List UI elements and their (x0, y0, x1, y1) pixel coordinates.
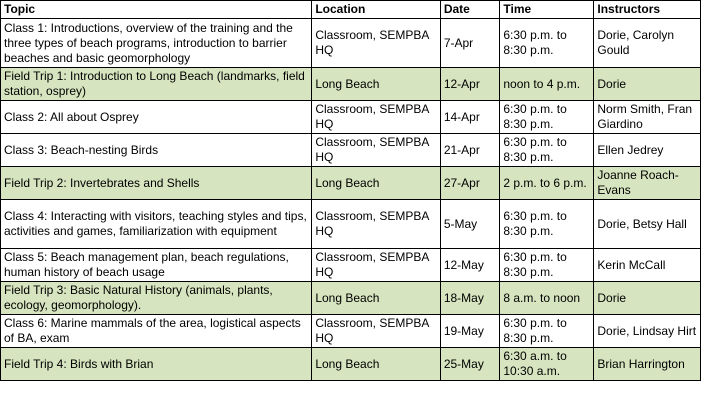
cell-time: 6:30 p.m. to 8:30 p.m. (500, 101, 594, 134)
cell-instructors: Dorie, Betsy Hall (594, 200, 701, 249)
cell-time: 6:30 a.m. to 10:30 a.m. (500, 348, 594, 381)
cell-location: Classroom, SEMPBA HQ (312, 315, 441, 348)
cell-instructors: Dorie, Carolyn Gould (594, 19, 701, 68)
header-row (1, 1, 701, 19)
cell-location: Classroom, SEMPBA HQ (312, 134, 441, 167)
header-location: Location (312, 1, 441, 19)
cell-location: Long Beach (312, 348, 441, 381)
cell-topic: Class 3: Beach-nesting Birds (1, 134, 312, 167)
cell-topic: Class 5: Beach management plan, beach regulations, human history of beach usage (1, 249, 312, 282)
cell-topic: Class 1: Introductions, overview of the training and the three types of beach programs, introduction to barrier beaches and basic geomorphology (1, 19, 312, 68)
header-instructors: Instructors (594, 1, 701, 19)
cell-topic: Field Trip 1: Introduction to Long Beach (landmarks, field station, osprey) (1, 68, 312, 101)
cell-instructors: Dorie (594, 282, 701, 315)
cell-instructors: Dorie, Lindsay Hirt (594, 315, 701, 348)
header-time: Time (500, 1, 594, 19)
cell-time: 2 p.m. to 6 p.m. (500, 167, 594, 200)
cell-instructors: Joanne Roach-Evans (594, 167, 701, 200)
cell-instructors: Norm Smith, Fran Giardino (594, 101, 701, 134)
cell-location: Classroom, SEMPBA HQ (312, 200, 441, 249)
cell-location: Long Beach (312, 68, 441, 101)
table-row (1, 19, 701, 68)
header-date: Date (440, 1, 500, 19)
cell-date: 5-May (440, 200, 500, 249)
table-row (1, 68, 701, 101)
cell-topic: Field Trip 3: Basic Natural History (animals, plants, ecology, geomorphology). (1, 282, 312, 315)
cell-topic: Field Trip 4: Birds with Brian (1, 348, 312, 381)
table-row (1, 282, 701, 315)
cell-time: 6:30 p.m. to 8:30 p.m. (500, 249, 594, 282)
table-row (1, 200, 701, 249)
header-topic: Topic (1, 1, 312, 19)
cell-instructors: Ellen Jedrey (594, 134, 701, 167)
cell-location: Classroom, SEMPBA HQ (312, 101, 441, 134)
cell-time: noon to 4 p.m. (500, 68, 594, 101)
table-row (1, 134, 701, 167)
cell-instructors: Brian Harrington (594, 348, 701, 381)
cell-date: 18-May (440, 282, 500, 315)
table-row (1, 348, 701, 381)
cell-time: 6:30 p.m. to 8:30 p.m. (500, 200, 594, 249)
cell-date: 12-May (440, 249, 500, 282)
cell-date: 14-Apr (440, 101, 500, 134)
cell-date: 19-May (440, 315, 500, 348)
cell-location: Classroom, SEMPBA HQ (312, 249, 441, 282)
table-row (1, 167, 701, 200)
cell-time: 8 a.m. to noon (500, 282, 594, 315)
cell-location: Long Beach (312, 167, 441, 200)
cell-topic: Class 4: Interacting with visitors, teaching styles and tips, activities and games, familiarization with equipment (1, 200, 312, 249)
cell-time: 6:30 p.m. to 8:30 p.m. (500, 315, 594, 348)
cell-topic: Field Trip 2: Invertebrates and Shells (1, 167, 312, 200)
cell-topic: Class 2: All about Osprey (1, 101, 312, 134)
schedule-body (1, 19, 701, 381)
cell-date: 27-Apr (440, 167, 500, 200)
table-row (1, 249, 701, 282)
cell-location: Classroom, SEMPBA HQ (312, 19, 441, 68)
cell-date: 12-Apr (440, 68, 500, 101)
cell-time: 6:30 p.m. to 8:30 p.m. (500, 134, 594, 167)
cell-date: 21-Apr (440, 134, 500, 167)
cell-location: Long Beach (312, 282, 441, 315)
table-row (1, 315, 701, 348)
table-row (1, 101, 701, 134)
cell-topic: Class 6: Marine mammals of the area, logistical aspects of BA, exam (1, 315, 312, 348)
cell-date: 25-May (440, 348, 500, 381)
cell-instructors: Kerin McCall (594, 249, 701, 282)
cell-time: 6:30 p.m. to 8:30 p.m. (500, 19, 594, 68)
cell-instructors: Dorie (594, 68, 701, 101)
cell-date: 7-Apr (440, 19, 500, 68)
